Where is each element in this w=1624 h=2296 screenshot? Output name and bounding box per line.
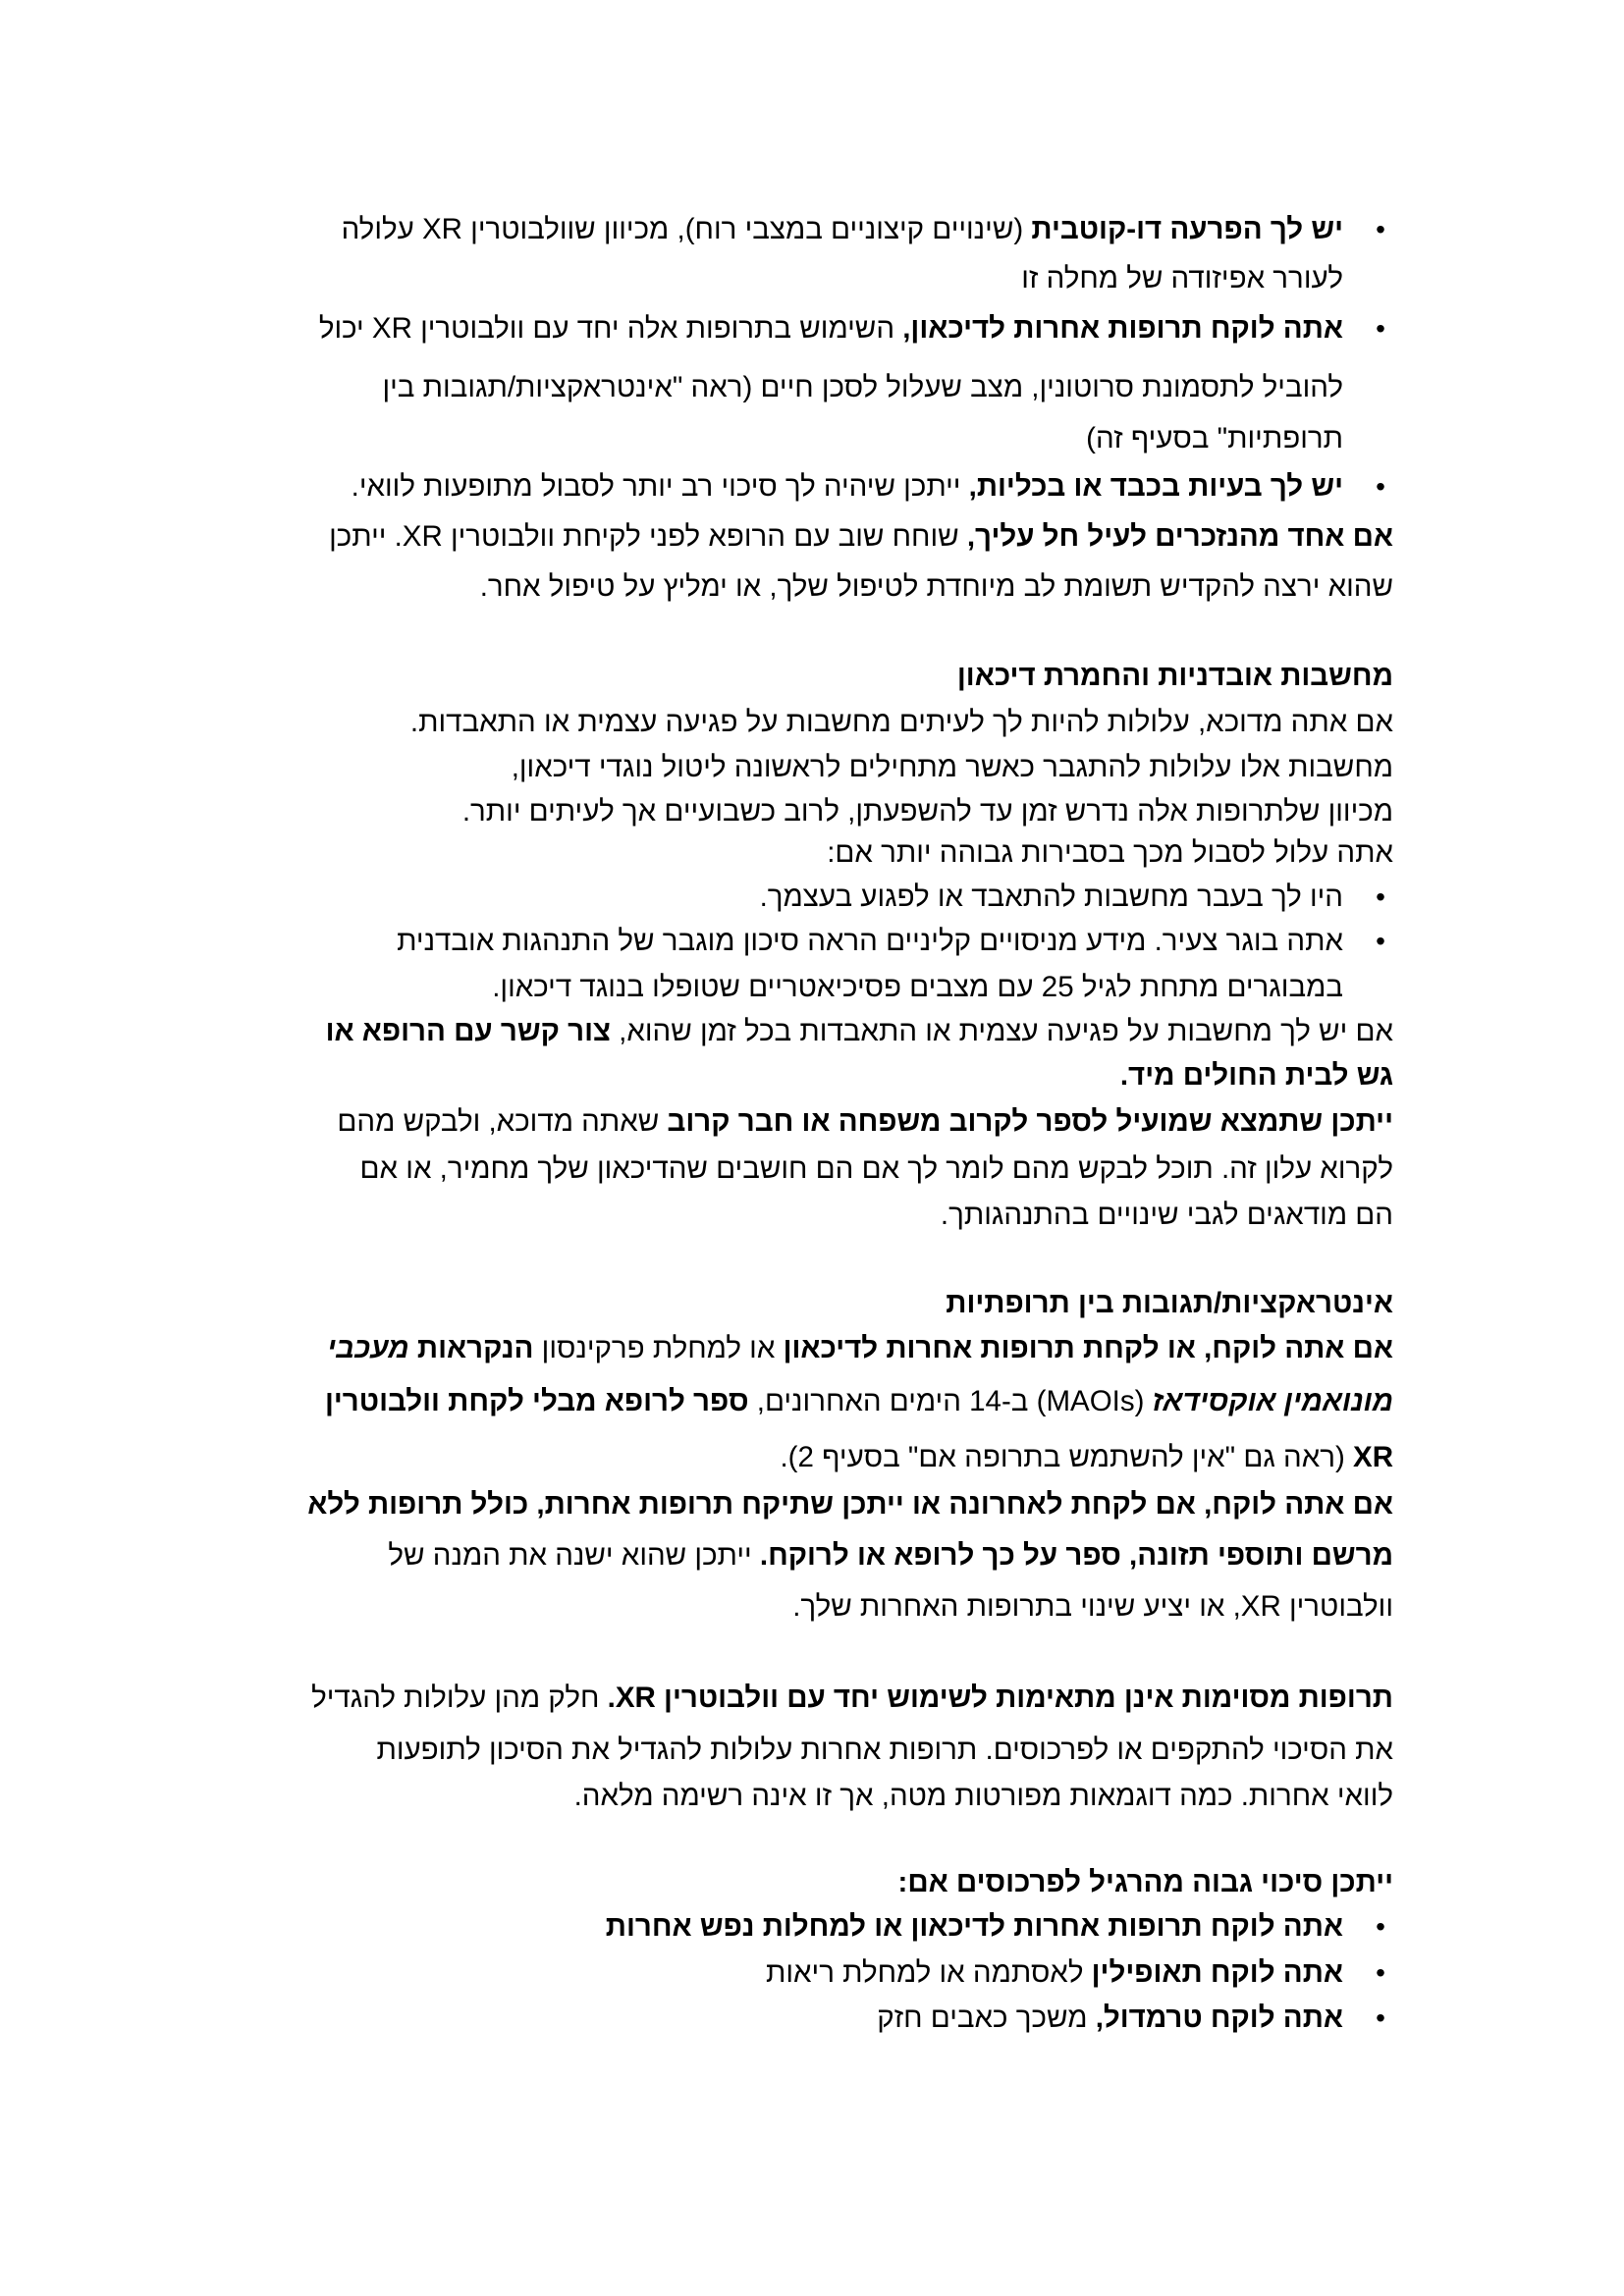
bullet-marker: • (1376, 214, 1385, 244)
other-meds-line-1: אם אתה לוקח, אם לקחת לאחרונה או ייתכן שתיקח תרופות אחרות, כולל תרופות ללא (307, 1488, 1393, 1521)
bipolar-warning-line-2: לעורר אפיזודה של מחלה זו (1021, 262, 1343, 294)
incompatible-meds-line-1: תרופות מסוימות אינן מתאימות לשימוש יחד עם וולבוטרין XR. חלק מהן עלולות להגדיל (311, 1682, 1393, 1714)
tell-relative-line-2: לקרוא עלון זה. תוכל לבקש מהם לומר לך אם הם חושבים שהדיכאון שלך מחמיר, או אם (359, 1152, 1393, 1185)
incompatible-meds-line-2: את הסיכוי להתקפים או לפרכוסים. תרופות אחרות עלולות להגדיל את הסיכון לתופעות (376, 1734, 1393, 1766)
maoi-warning-line-2: מונואמין אוקסידאז (MAOIs) ב-14 הימים האחרונים, ספר לרופא מבלי לקחת וולבוטרין (324, 1385, 1393, 1417)
other-meds-line-2: מרשם ותוספי תזונה, ספר על כך לרופא או לרוקח. ייתכן שהוא ישנה את המנה של (388, 1539, 1393, 1572)
seizure-risk-item-tramadol: אתה לוקח טרמדול, משכך כאבים חזק (877, 2002, 1343, 2034)
bullet-marker: • (1376, 1911, 1385, 1942)
suicidal-thoughts-heading: מחשבות אובדניות והחמרת דיכאון (956, 660, 1393, 692)
bullet-marker: • (1376, 313, 1385, 344)
tell-relative-line-1: ייתכן שתמצא שמועיל לספר לקרוב משפחה או חבר קרוב שאתה מדוכא, ולבקש מהם (337, 1105, 1393, 1138)
seizure-risk-item-theophylline: אתה לוקח תאופילין לאסתמה או למחלת ריאות (765, 1956, 1343, 1989)
suicidal-thoughts-text-1: אם אתה מדוכא, עלולות להיות לך לעיתים מחשבות על פגיעה עצמית או התאבדות. (409, 706, 1393, 738)
antidepressants-warning-line-2: להוביל לתסמונת סרוטונין, מצב שעלול לסכן חיים (ראה "אינטראקציות/תגובות בין (382, 371, 1343, 403)
bullet-marker: • (1376, 881, 1385, 912)
incompatible-meds-line-3: לוואי אחרות. כמה דוגמאות מפורטות מטה, אך זו אינה רשימה מלאה. (573, 1780, 1393, 1812)
risk-item-young-adult-1: אתה בוגר צעיר. מידע מניסויים קליניים הראה סיכון מוגבר של התנהגות אובדנית (397, 925, 1343, 957)
risk-item-past-thoughts: היו לך בעבר מחשבות להתאבד או לפגוע בעצמך. (759, 881, 1343, 913)
bullet-marker: • (1376, 2002, 1385, 2033)
suicidal-thoughts-text-2: מחשבות אלו עלולות להתגבר כאשר מתחילים לראשונה ליטול נוגדי דיכאון, (511, 751, 1393, 783)
bullet-marker: • (1376, 471, 1385, 502)
bipolar-warning-line-1: יש לך הפרעה דו-קוטבית (שינויים קיצוניים במצבי רוח), מכיוון שוולבוטרין XR עלולה (341, 213, 1343, 245)
other-meds-line-3: וולבוטרין XR, או יציע שינוי בתרופות האחרות שלך. (792, 1590, 1393, 1623)
liver-kidney-warning: יש לך בעיות בכבד או בכליות, ייתכן שיהיה לך סיכוי רב יותר לסבול מתופעות לוואי. (351, 470, 1343, 503)
seizure-risk-heading: ייתכן סיכוי גבוה מהרגיל לפרכוסים אם: (897, 1866, 1393, 1898)
suicidal-thoughts-text-4: אתה עלול לסבול מכך בסבירות גבוהה יותר אם: (827, 836, 1393, 869)
bullet-marker: • (1376, 926, 1385, 956)
risk-item-young-adult-2: במבוגרים מתחת לגיל 25 עם מצבים פסיכיאטריים שטופלו בנוגד דיכאון. (492, 971, 1343, 1003)
seizure-risk-item-antidepressants: אתה לוקח תרופות אחרות לדיכאון או למחלות נפש אחרות (605, 1910, 1343, 1943)
maoi-warning-line-3: XR (ראה גם "אין להשתמש בתרופה אם" בסעיף 2). (780, 1441, 1393, 1473)
suicidal-thoughts-text-3: מכיוון שלתרופות אלה נדרש זמן עד להשפעתן, לרוב כשבועיים אך לעיתים יותר. (461, 795, 1393, 828)
contact-doctor-line-1: אם יש לך מחשבות על פגיעה עצמית או התאבדות בכל זמן שהוא, צור קשר עם הרופא או (325, 1015, 1393, 1047)
tell-relative-line-3: הם מודאגים לגבי שינויים בהתנהגותך. (940, 1199, 1393, 1231)
antidepressants-warning-line-1: אתה לוקח תרופות אחרות לדיכאון, השימוש בתרופות אלה יחד עם וולבוטרין XR יכול (318, 312, 1343, 345)
bullet-marker: • (1376, 1957, 1385, 1988)
consult-doctor-line-1: אם אחד מהנזכרים לעיל חל עליך, שוחח שוב עם הרופא לפני לקיחת וולבוטרין XR. ייתכן (329, 520, 1393, 553)
contact-doctor-line-2: גש לבית החולים מיד. (1119, 1059, 1393, 1092)
antidepressants-warning-line-3: תרופתיות" בסעיף זה) (1086, 422, 1343, 454)
maoi-warning-line-1: אם אתה לוקח, או לקחת תרופות אחרות לדיכאון או למחלת פרקינסון הנקראות מעכבי (327, 1332, 1393, 1364)
consult-doctor-line-2: שהוא ירצה להקדיש תשומת לב מיוחדת לטיפול שלך, או ימליץ על טיפול אחר. (479, 570, 1393, 603)
interactions-heading: אינטראקציות/תגובות בין תרופתיות (946, 1287, 1393, 1319)
